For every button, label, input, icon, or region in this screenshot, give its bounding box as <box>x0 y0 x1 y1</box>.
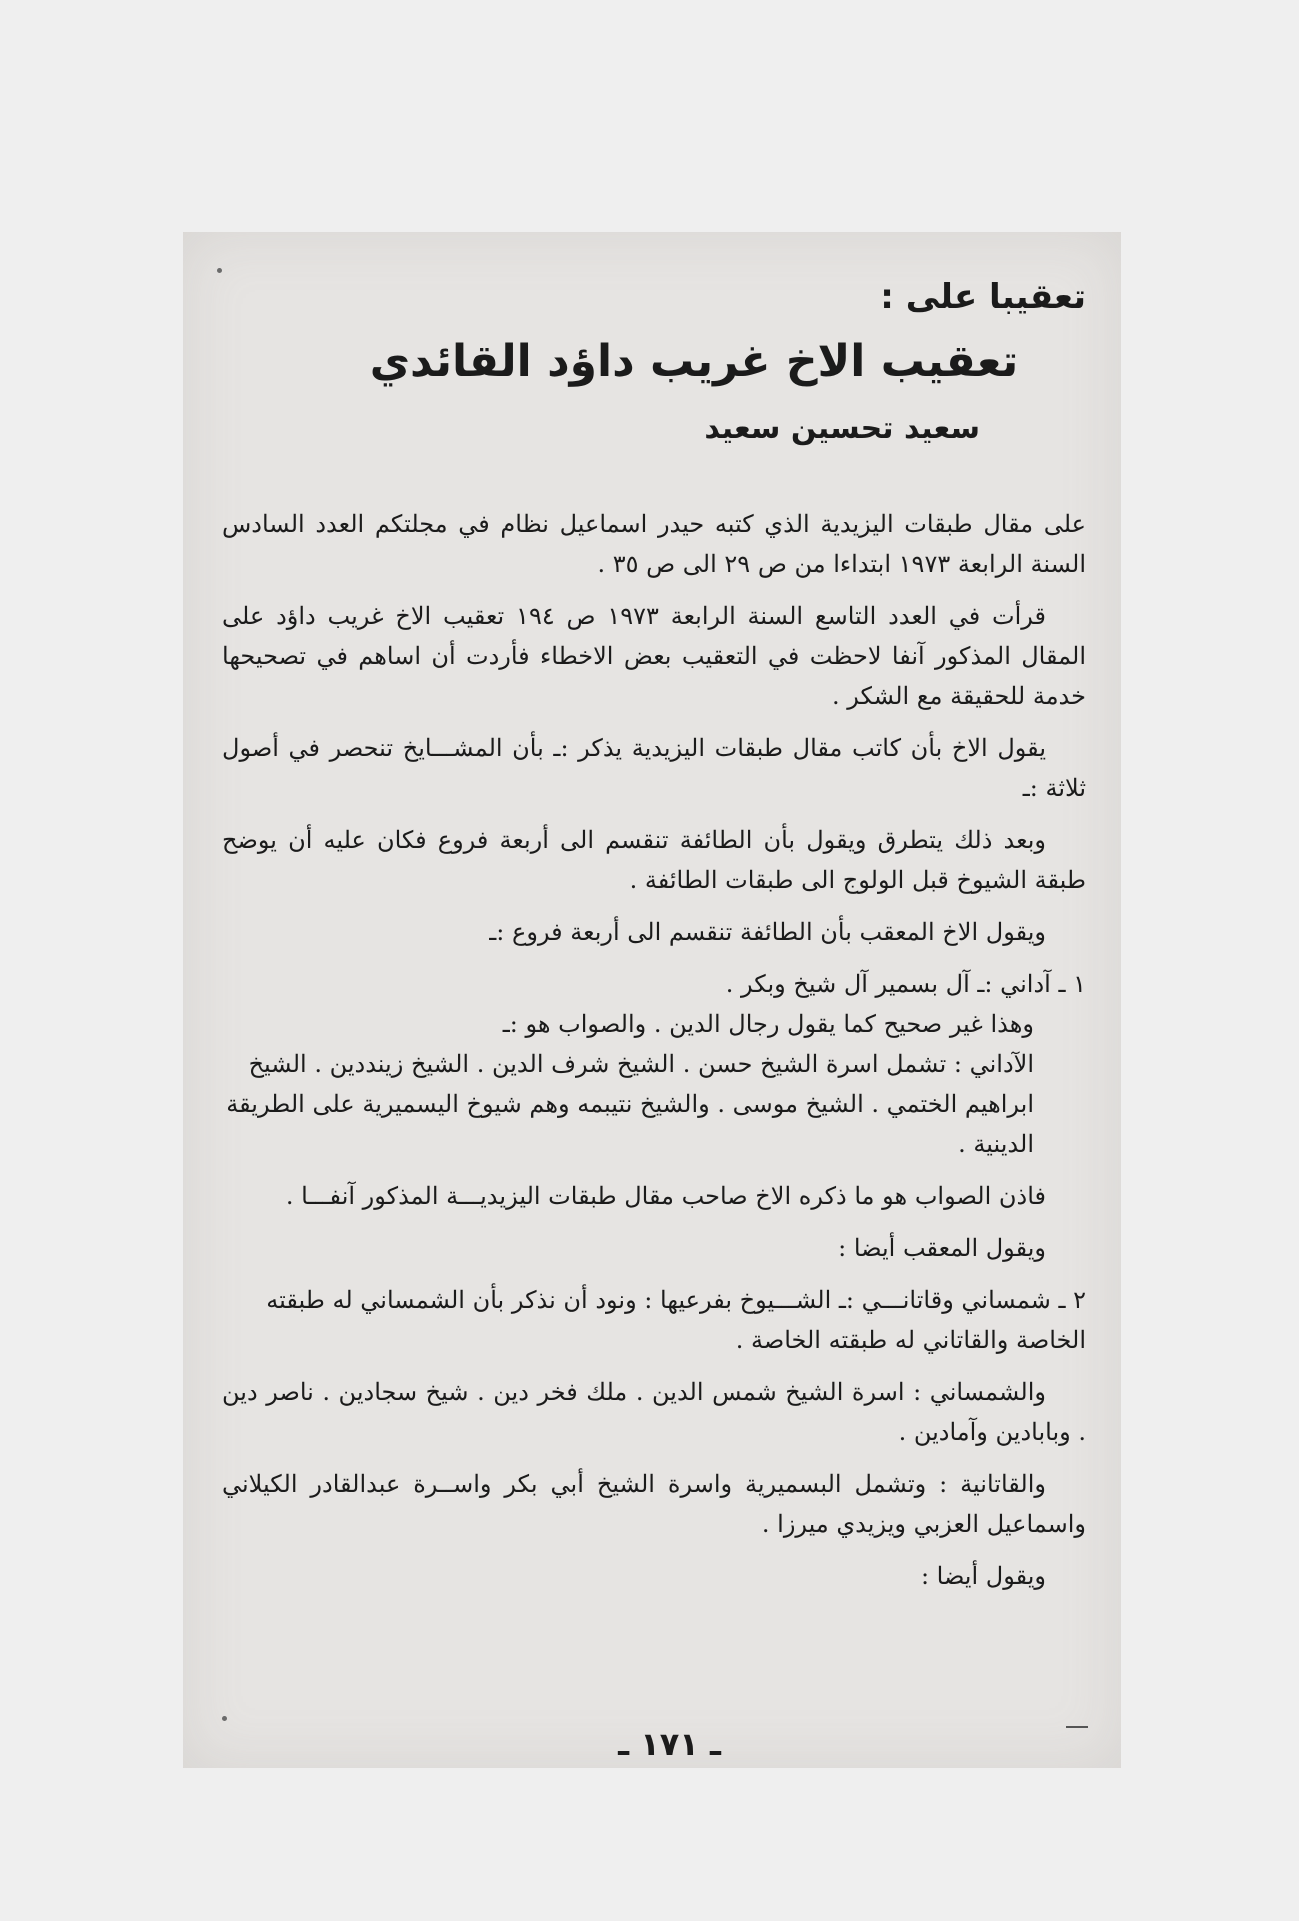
list-item-text: ٢ ـ شمساني وقاتانـــي :ـ الشـــيوخ بفرعيها : ونود أن نذكر بأن الشمساني له طبقته الخاصة والقاتاني له طبقته الخاصة . <box>266 1286 1086 1354</box>
paragraph: فاذن الصواب هو ما ذكره الاخ صاحب مقال طبقات اليزيديـــة المذكور آنفـــا . <box>285 1182 1046 1210</box>
paragraph: ويقول المعقب أيضا : <box>838 1234 1046 1262</box>
paragraph: ويقول أيضا : <box>920 1562 1046 1590</box>
list-item <box>222 1280 1086 1360</box>
paragraph: والشمساني : اسرة الشيخ شمس الدين . ملك فخر دين . شيخ سجادين . ناصر دين . وبابادين وآمادين . <box>222 1378 1086 1446</box>
paragraph: يقول الاخ بأن كاتب مقال طبقات اليزيدية يذكر :ـ بأن المشـــايخ تنحصر في أصول ثلاثة :ـ <box>222 734 1086 802</box>
article <box>222 272 1086 1608</box>
list-item <box>222 964 1086 1164</box>
list-item-heading: ١ ـ آداني :ـ آل بسمير آل شيخ وبكر . <box>725 970 1086 998</box>
article-title: تعقيب الاخ غريب داؤد القائدي <box>369 336 1019 387</box>
page-number: ـ ١٧١ ـ <box>618 1725 721 1763</box>
article-kicker: تعقيبا على : <box>880 277 1086 317</box>
list-item-text: وهذا غير صحيح كما يقول رجال الدين . والصواب هو :ـ <box>502 1010 1034 1038</box>
scan-speck <box>222 1716 227 1721</box>
paragraph: على مقال طبقات اليزيدية الذي كتبه حيدر اسماعيل نظام في مجلتكم العدد السادس السنة الرابعة ١٩٧٣ ابتداءا من ص ٢٩ الى ص ٣٥ . <box>222 510 1086 578</box>
paragraph: قرأت في العدد التاسع السنة الرابعة ١٩٧٣ ص ١٩٤ تعقيب الاخ غريب داؤد على المقال المذكور آنفا لاحظت في التعقيب بعض الاخطاء فأردت أن اساهم في تصحيحها خدمة للحقيقة مع الشكر . <box>222 602 1086 710</box>
paragraph: والقاتانية : وتشمل البسميرية واسرة الشيخ أبي بكر واســرة عبدالقادر الكيلاني واسماعيل العزبي ويزيدي ميرزا . <box>222 1470 1086 1538</box>
article-author: سعيد تحسين سعيد <box>704 411 980 446</box>
list-item-text: الآداني : تشمل اسرة الشيخ حسن . الشيخ شرف الدين . الشيخ زينددين . الشيخ ابراهيم الختمي . الشيخ موسى . والشيخ نتيبمه وهم شيوخ اليسميرية على الطريقة الدينية . <box>226 1050 1034 1158</box>
paragraph: وبعد ذلك يتطرق ويقول بأن الطائفة تنقسم الى أربعة فروع فكان عليه أن يوضح طبقة الشيوخ قبل الولوج الى طبقات الطائفة . <box>222 826 1086 894</box>
paragraph: ويقول الاخ المعقب بأن الطائفة تنقسم الى أربعة فروع :ـ <box>489 918 1046 946</box>
